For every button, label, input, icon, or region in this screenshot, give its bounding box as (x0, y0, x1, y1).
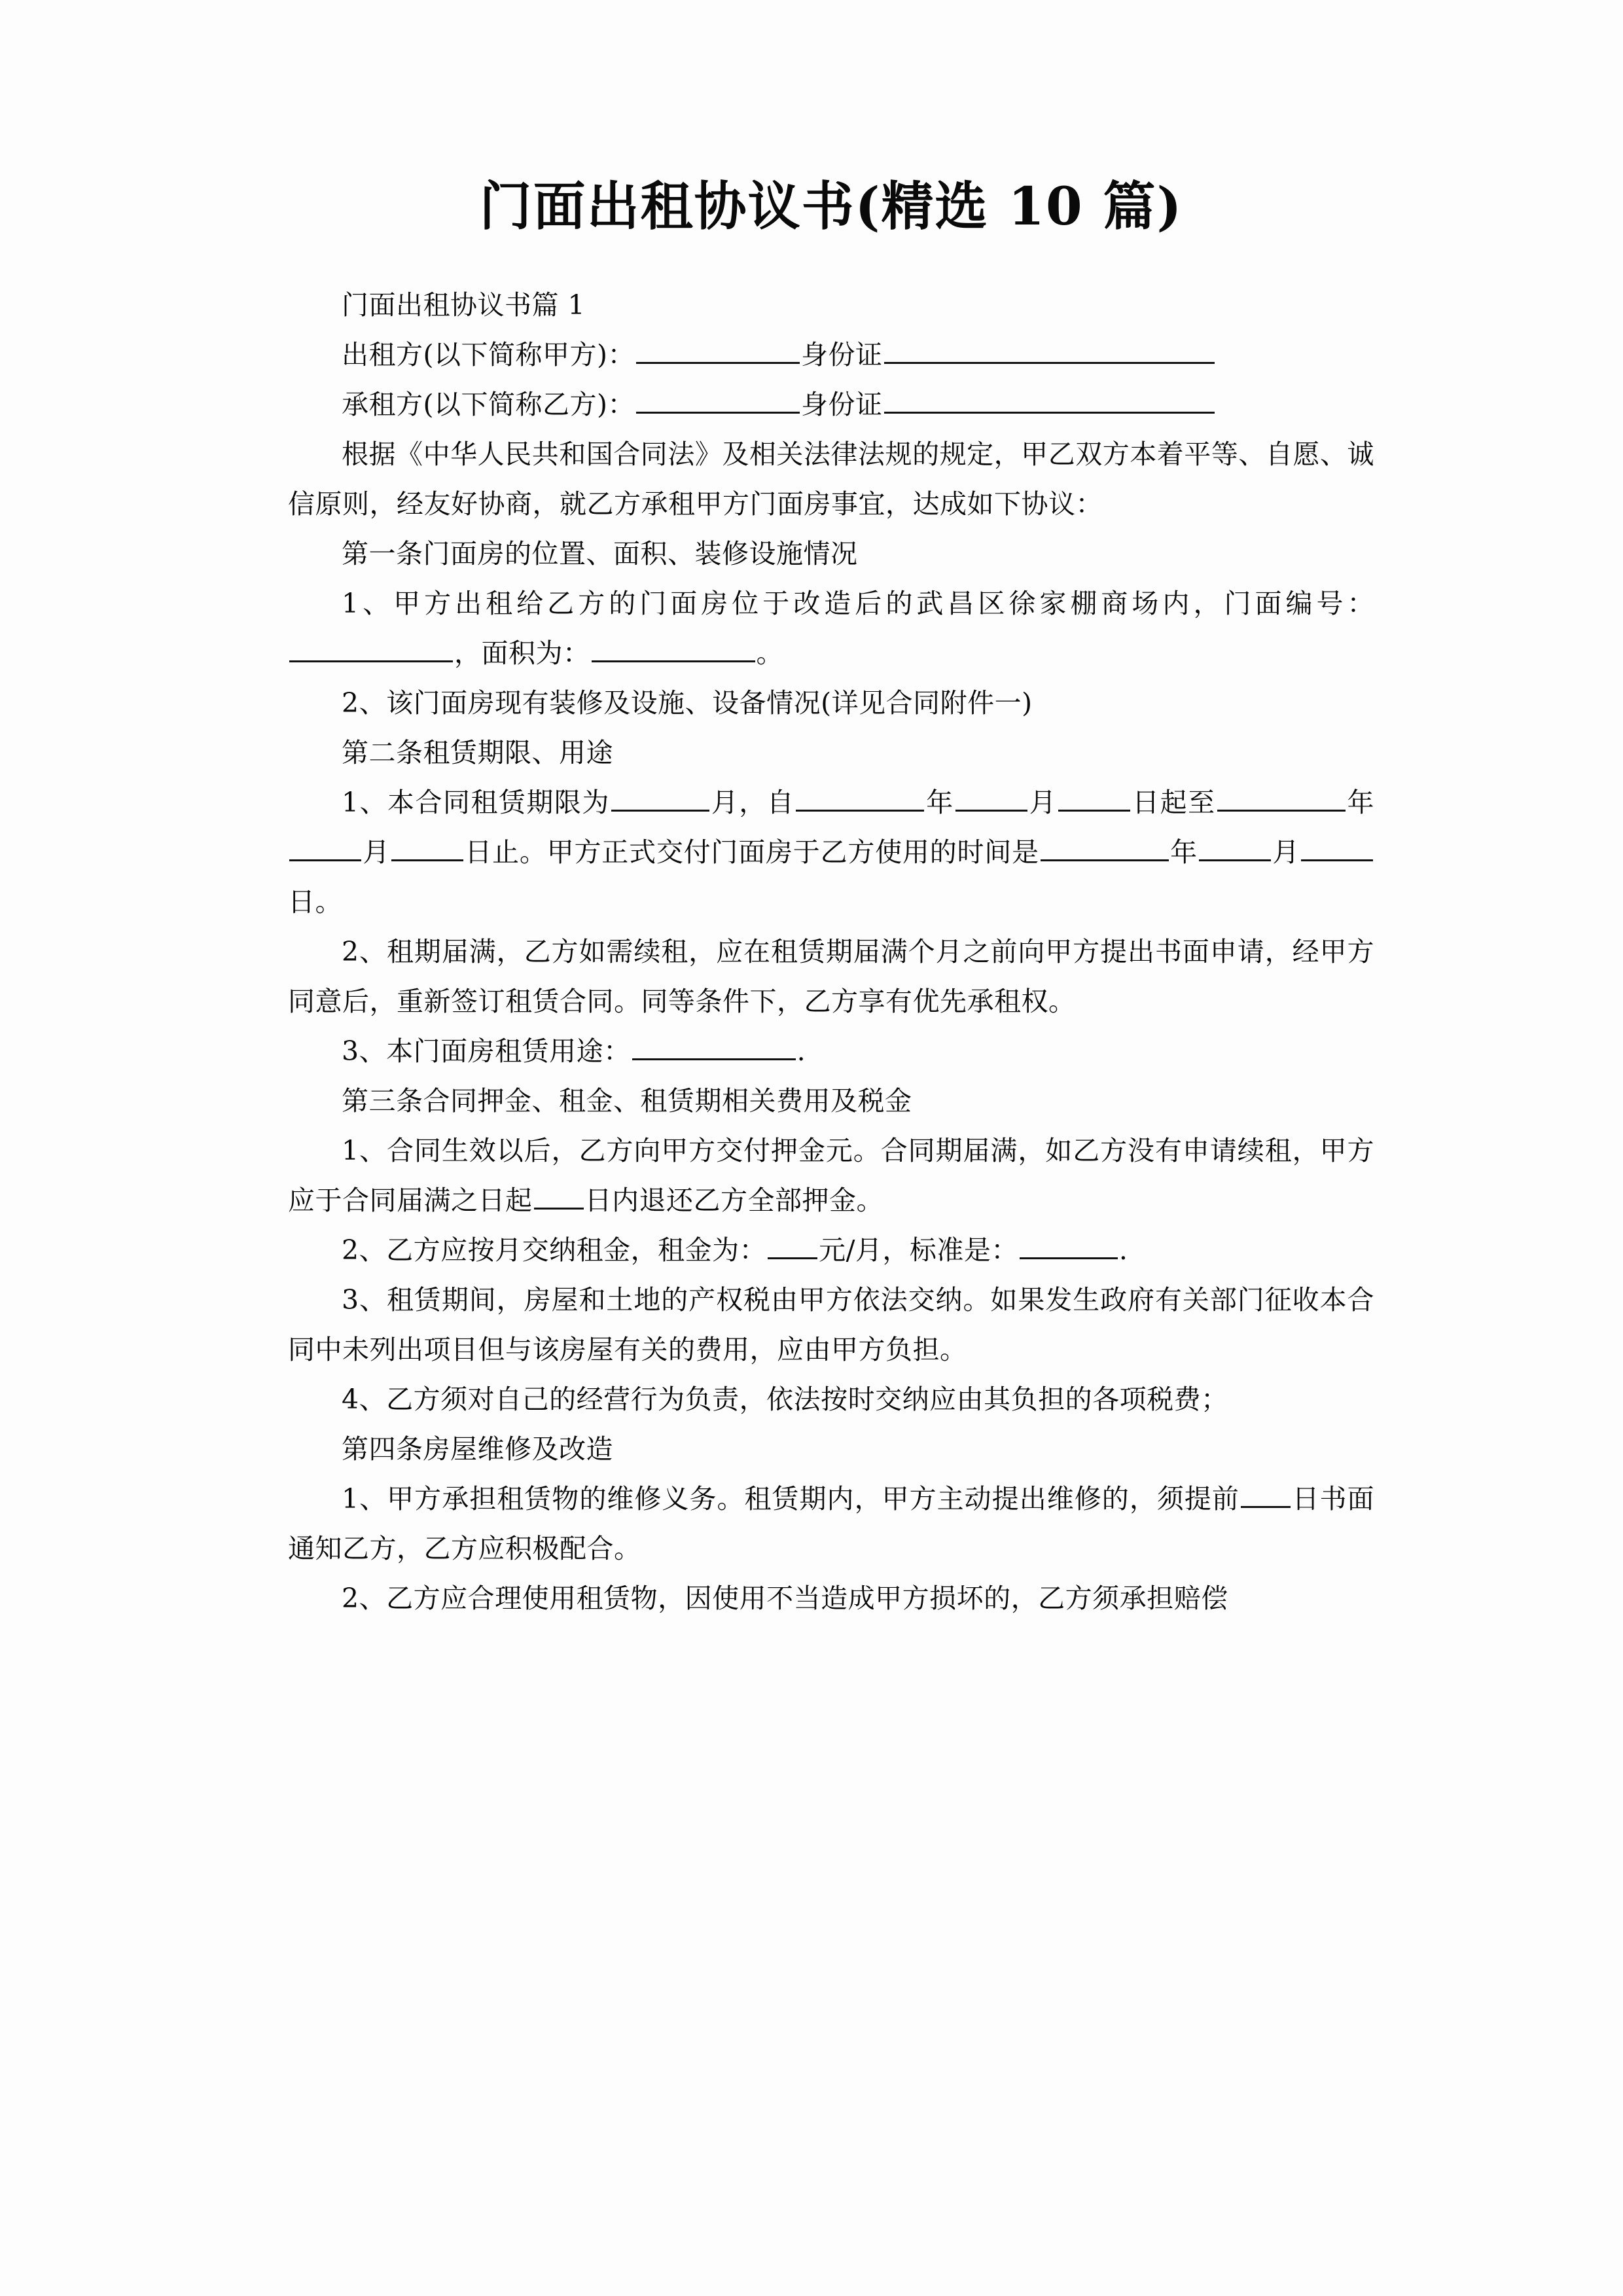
unit-day: 日起至 (1132, 787, 1216, 819)
item-index: 1、 (342, 1135, 387, 1167)
start-day-blank[interactable] (1058, 781, 1130, 812)
lessee-line (288, 380, 1374, 429)
article-3-item-2 (288, 1225, 1374, 1275)
end-month-blank[interactable] (289, 831, 361, 861)
item-text-a: 该门面房现有装修及设施、设备情况(详见合同附件一) (386, 687, 1033, 719)
rent-standard-blank[interactable] (1020, 1229, 1118, 1259)
item-text-a: 甲方出租给乙方的门面房位于改造后的武昌区徐家棚商场内，门面编号： (393, 588, 1375, 620)
item-text-a: 乙方应按月交纳租金，租金为： (386, 1234, 767, 1266)
unit-day2: 日止。甲方正式交付门面房于乙方使用的时间是 (465, 836, 1039, 869)
article-3-heading: 第三条合同押金、租金、租赁期相关费用及税金 (342, 1085, 912, 1117)
item-index: 3、 (342, 1035, 387, 1067)
article-3-item-1 (288, 1126, 1374, 1225)
item-index: 2、 (342, 687, 387, 719)
handover-year-blank[interactable] (1041, 831, 1169, 861)
start-year-blank[interactable] (796, 781, 924, 812)
shop-area-blank[interactable] (592, 632, 755, 662)
lessor-id-label: 身份证 (801, 339, 883, 371)
article-4-heading: 第四条房屋维修及改造 (342, 1433, 613, 1465)
end-year-blank[interactable] (1217, 781, 1346, 812)
deposit-return-days-blank[interactable] (534, 1179, 584, 1210)
item-index: 2、 (342, 1234, 387, 1266)
unit-month2: 月 (1028, 787, 1058, 819)
end-day-blank[interactable] (391, 831, 463, 861)
item-text-a: 本门面房租赁用途： (386, 1035, 631, 1067)
unit-month: 月，自 (710, 787, 795, 819)
section-label: 门面出租协议书篇 1 (342, 289, 586, 321)
unit-year3: 年 (1169, 836, 1198, 869)
article-3-item-3 (288, 1275, 1374, 1374)
item-index: 4、 (342, 1384, 387, 1416)
item-text-a: 租赁期间，房屋和土地的产权税由甲方依法交纳。如果发生政府有关部门征收本合同中未列出项目但与该房屋有关的费用，应由甲方负担。 (288, 1284, 1374, 1366)
page-title: 门面出租协议书(精选 10 篇) (479, 175, 1183, 237)
item-text-a: 乙方应合理使用租赁物，因使用不当造成甲方损坏的，乙方须承担赔偿 (386, 1583, 1228, 1615)
handover-day-blank[interactable] (1301, 831, 1373, 861)
shop-number-blank[interactable] (289, 632, 453, 662)
item-index: 1、 (342, 1483, 387, 1515)
lessor-label: 出租方(以下简称甲方)： (342, 339, 635, 371)
lessee-id-label: 身份证 (801, 389, 883, 421)
item-index: 1、 (342, 787, 388, 819)
item-index: 2、 (342, 1583, 387, 1615)
unit-year: 年 (925, 787, 954, 819)
article-1-heading: 第一条门面房的位置、面积、装修设施情况 (342, 538, 858, 570)
repair-notice-days-blank[interactable] (1241, 1478, 1291, 1508)
article-4-item-1 (288, 1474, 1374, 1573)
article-1-item-2 (288, 678, 1374, 728)
item-index: 1、 (342, 588, 394, 620)
article-3-item-4 (288, 1374, 1374, 1424)
unit-day3: 日。 (288, 886, 342, 918)
article-2-item-1 (288, 778, 1374, 927)
item-text-c: . (1118, 1234, 1128, 1266)
item-text-a: 合同生效以后，乙方向甲方交付押金元。合同期届满，如乙方没有申请续租，甲方应于合同届满之日起 (288, 1135, 1374, 1217)
item-text-a: 乙方须对自己的经营行为负责，依法按时交纳应由其负担的各项税费； (386, 1384, 1228, 1416)
preamble-paragraph: 根据《中华人民共和国合同法》及相关法律法规的规定，甲乙双方本着平等、自愿、诚信原则，经友好协商，就乙方承租甲方门面房事宜，达成如下协议： (288, 439, 1374, 520)
item-text-b: 日内退还乙方全部押金。 (584, 1185, 883, 1217)
item-text-c: 。 (756, 637, 783, 670)
lessee-name-blank[interactable] (636, 384, 800, 414)
item-text-b: . (796, 1035, 806, 1067)
start-month-blank[interactable] (955, 781, 1027, 812)
item-text-b: 日书面通知乙方，乙方应积极配合。 (288, 1483, 1374, 1565)
document-content (288, 0, 1374, 1623)
article-2-item-2 (288, 927, 1374, 1026)
article-1-item-1 (288, 579, 1374, 678)
unit-month3: 月 (363, 836, 391, 869)
lessor-name-blank[interactable] (636, 334, 800, 364)
lessor-id-blank[interactable] (884, 334, 1215, 364)
monthly-rent-blank[interactable] (768, 1229, 817, 1259)
article-2-heading: 第二条租赁期限、用途 (342, 737, 613, 769)
item-index: 3、 (342, 1284, 387, 1316)
item-text-a: 租期届满，乙方如需续租，应在租赁期届满个月之前向甲方提出书面申请，经甲方同意后，重新签订租赁合同。同等条件下，乙方享有优先承租权。 (288, 936, 1374, 1018)
item-text-a: 本合同租赁期限为 (387, 787, 610, 819)
lessor-line (288, 330, 1374, 380)
article-2-item-3 (288, 1026, 1374, 1076)
unit-year2: 年 (1346, 787, 1375, 819)
item-text-b: ，面积为： (454, 637, 590, 670)
item-index: 2、 (342, 936, 387, 968)
lease-term-months-blank[interactable] (611, 781, 709, 812)
article-4-item-2 (288, 1573, 1374, 1623)
lessee-id-blank[interactable] (884, 384, 1215, 414)
unit-month4: 月 (1272, 836, 1300, 869)
lessee-label: 承租方(以下简称乙方)： (342, 389, 635, 421)
item-text-a: 甲方承担租赁物的维修义务。租赁期内，甲方主动提出维修的，须提前 (387, 1483, 1240, 1515)
handover-month-blank[interactable] (1199, 831, 1271, 861)
item-text-b: 元/月，标准是： (819, 1234, 1018, 1266)
lease-purpose-blank[interactable] (632, 1030, 796, 1060)
